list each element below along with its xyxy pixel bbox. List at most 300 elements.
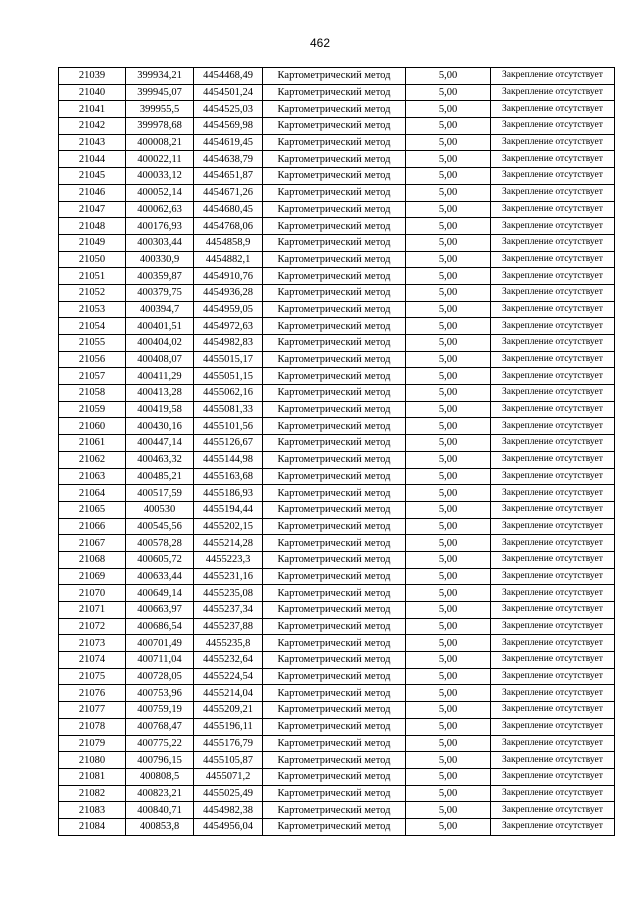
point-number-cell: 21049 xyxy=(59,234,126,251)
point-number-cell: 21074 xyxy=(59,652,126,669)
accuracy-cell: 5,00 xyxy=(406,68,491,85)
y-coordinate-cell: 4454671,26 xyxy=(194,184,263,201)
accuracy-cell: 5,00 xyxy=(406,351,491,368)
table-row xyxy=(59,134,615,151)
fixing-note-cell: Закрепление отсутствует xyxy=(491,335,615,352)
point-number-cell: 21076 xyxy=(59,685,126,702)
accuracy-cell: 5,00 xyxy=(406,234,491,251)
point-number-cell: 21065 xyxy=(59,501,126,518)
fixing-note-cell: Закрепление отсутствует xyxy=(491,84,615,101)
accuracy-cell: 5,00 xyxy=(406,702,491,719)
fixing-note-cell: Закрепление отсутствует xyxy=(491,318,615,335)
x-coordinate-cell: 400808,5 xyxy=(126,768,194,785)
x-coordinate-cell: 400401,51 xyxy=(126,318,194,335)
x-coordinate-cell: 400728,05 xyxy=(126,668,194,685)
fixing-note-cell: Закрепление отсутствует xyxy=(491,685,615,702)
table-row xyxy=(59,151,615,168)
method-cell: Картометрический метод xyxy=(263,652,406,669)
y-coordinate-cell: 4454982,38 xyxy=(194,802,263,819)
y-coordinate-cell: 4455051,15 xyxy=(194,368,263,385)
method-cell: Картометрический метод xyxy=(263,602,406,619)
x-coordinate-cell: 400530 xyxy=(126,501,194,518)
y-coordinate-cell: 4455237,88 xyxy=(194,618,263,635)
table-row xyxy=(59,418,615,435)
accuracy-cell: 5,00 xyxy=(406,485,491,502)
fixing-note-cell: Закрепление отсутствует xyxy=(491,585,615,602)
point-number-cell: 21079 xyxy=(59,735,126,752)
method-cell: Картометрический метод xyxy=(263,468,406,485)
point-number-cell: 21040 xyxy=(59,84,126,101)
point-number-cell: 21053 xyxy=(59,301,126,318)
method-cell: Картометрический метод xyxy=(263,585,406,602)
x-coordinate-cell: 400823,21 xyxy=(126,785,194,802)
method-cell: Картометрический метод xyxy=(263,84,406,101)
y-coordinate-cell: 4455237,34 xyxy=(194,602,263,619)
accuracy-cell: 5,00 xyxy=(406,435,491,452)
y-coordinate-cell: 4454680,45 xyxy=(194,201,263,218)
table-row xyxy=(59,301,615,318)
accuracy-cell: 5,00 xyxy=(406,184,491,201)
y-coordinate-cell: 4455232,64 xyxy=(194,652,263,669)
method-cell: Картометрический метод xyxy=(263,535,406,552)
fixing-note-cell: Закрепление отсутствует xyxy=(491,752,615,769)
point-number-cell: 21082 xyxy=(59,785,126,802)
table-row xyxy=(59,635,615,652)
table-row xyxy=(59,568,615,585)
accuracy-cell: 5,00 xyxy=(406,335,491,352)
table-row xyxy=(59,435,615,452)
method-cell: Картометрический метод xyxy=(263,68,406,85)
y-coordinate-cell: 4454956,04 xyxy=(194,818,263,835)
method-cell: Картометрический метод xyxy=(263,818,406,835)
coordinates-table xyxy=(58,67,615,836)
point-number-cell: 21042 xyxy=(59,118,126,135)
fixing-note-cell: Закрепление отсутствует xyxy=(491,468,615,485)
x-coordinate-cell: 399945,07 xyxy=(126,84,194,101)
y-coordinate-cell: 4454882,1 xyxy=(194,251,263,268)
fixing-note-cell: Закрепление отсутствует xyxy=(491,602,615,619)
point-number-cell: 21048 xyxy=(59,218,126,235)
fixing-note-cell: Закрепление отсутствует xyxy=(491,234,615,251)
method-cell: Картометрический метод xyxy=(263,418,406,435)
point-number-cell: 21050 xyxy=(59,251,126,268)
x-coordinate-cell: 400768,47 xyxy=(126,718,194,735)
y-coordinate-cell: 4455224,54 xyxy=(194,668,263,685)
y-coordinate-cell: 4455015,17 xyxy=(194,351,263,368)
x-coordinate-cell: 399934,21 xyxy=(126,68,194,85)
table-row xyxy=(59,468,615,485)
fixing-note-cell: Закрепление отсутствует xyxy=(491,201,615,218)
table-row xyxy=(59,685,615,702)
table-row xyxy=(59,368,615,385)
method-cell: Картометрический метод xyxy=(263,401,406,418)
x-coordinate-cell: 400176,93 xyxy=(126,218,194,235)
point-number-cell: 21071 xyxy=(59,602,126,619)
y-coordinate-cell: 4455025,49 xyxy=(194,785,263,802)
table-row xyxy=(59,501,615,518)
point-number-cell: 21057 xyxy=(59,368,126,385)
x-coordinate-cell: 400404,02 xyxy=(126,335,194,352)
table-row xyxy=(59,485,615,502)
fixing-note-cell: Закрепление отсутствует xyxy=(491,68,615,85)
fixing-note-cell: Закрепление отсутствует xyxy=(491,218,615,235)
accuracy-cell: 5,00 xyxy=(406,284,491,301)
fixing-note-cell: Закрепление отсутствует xyxy=(491,101,615,118)
accuracy-cell: 5,00 xyxy=(406,368,491,385)
accuracy-cell: 5,00 xyxy=(406,818,491,835)
x-coordinate-cell: 400303,44 xyxy=(126,234,194,251)
y-coordinate-cell: 4454525,03 xyxy=(194,101,263,118)
table-row xyxy=(59,101,615,118)
fixing-note-cell: Закрепление отсутствует xyxy=(491,118,615,135)
fixing-note-cell: Закрепление отсутствует xyxy=(491,768,615,785)
method-cell: Картометрический метод xyxy=(263,718,406,735)
table-row xyxy=(59,351,615,368)
point-number-cell: 21068 xyxy=(59,551,126,568)
method-cell: Картометрический метод xyxy=(263,785,406,802)
accuracy-cell: 5,00 xyxy=(406,218,491,235)
point-number-cell: 21051 xyxy=(59,268,126,285)
accuracy-cell: 5,00 xyxy=(406,118,491,135)
table-row xyxy=(59,585,615,602)
method-cell: Картометрический метод xyxy=(263,284,406,301)
fixing-note-cell: Закрепление отсутствует xyxy=(491,151,615,168)
y-coordinate-cell: 4454569,98 xyxy=(194,118,263,135)
table-row xyxy=(59,84,615,101)
table-row xyxy=(59,168,615,185)
y-coordinate-cell: 4455186,93 xyxy=(194,485,263,502)
accuracy-cell: 5,00 xyxy=(406,568,491,585)
y-coordinate-cell: 4454858,9 xyxy=(194,234,263,251)
accuracy-cell: 5,00 xyxy=(406,468,491,485)
point-number-cell: 21069 xyxy=(59,568,126,585)
x-coordinate-cell: 399978,68 xyxy=(126,118,194,135)
y-coordinate-cell: 4455176,79 xyxy=(194,735,263,752)
x-coordinate-cell: 400578,28 xyxy=(126,535,194,552)
method-cell: Картометрический метод xyxy=(263,101,406,118)
accuracy-cell: 5,00 xyxy=(406,451,491,468)
method-cell: Картометрический метод xyxy=(263,151,406,168)
accuracy-cell: 5,00 xyxy=(406,668,491,685)
y-coordinate-cell: 4454468,49 xyxy=(194,68,263,85)
x-coordinate-cell: 400517,59 xyxy=(126,485,194,502)
table-row xyxy=(59,268,615,285)
fixing-note-cell: Закрепление отсутствует xyxy=(491,618,615,635)
y-coordinate-cell: 4455196,11 xyxy=(194,718,263,735)
y-coordinate-cell: 4454959,05 xyxy=(194,301,263,318)
point-number-cell: 21081 xyxy=(59,768,126,785)
fixing-note-cell: Закрепление отсутствует xyxy=(491,385,615,402)
method-cell: Картометрический метод xyxy=(263,184,406,201)
table-row xyxy=(59,818,615,835)
y-coordinate-cell: 4455214,28 xyxy=(194,535,263,552)
x-coordinate-cell: 400408,07 xyxy=(126,351,194,368)
y-coordinate-cell: 4455214,04 xyxy=(194,685,263,702)
table-row xyxy=(59,618,615,635)
x-coordinate-cell: 400062,63 xyxy=(126,201,194,218)
fixing-note-cell: Закрепление отсутствует xyxy=(491,168,615,185)
fixing-note-cell: Закрепление отсутствует xyxy=(491,418,615,435)
table-row xyxy=(59,518,615,535)
point-number-cell: 21061 xyxy=(59,435,126,452)
accuracy-cell: 5,00 xyxy=(406,652,491,669)
point-number-cell: 21041 xyxy=(59,101,126,118)
point-number-cell: 21083 xyxy=(59,802,126,819)
point-number-cell: 21073 xyxy=(59,635,126,652)
x-coordinate-cell: 400711,04 xyxy=(126,652,194,669)
method-cell: Картометрический метод xyxy=(263,168,406,185)
x-coordinate-cell: 400796,15 xyxy=(126,752,194,769)
y-coordinate-cell: 4455235,08 xyxy=(194,585,263,602)
method-cell: Картометрический метод xyxy=(263,301,406,318)
table-row xyxy=(59,218,615,235)
method-cell: Картометрический метод xyxy=(263,268,406,285)
method-cell: Картометрический метод xyxy=(263,568,406,585)
fixing-note-cell: Закрепление отсутствует xyxy=(491,735,615,752)
accuracy-cell: 5,00 xyxy=(406,585,491,602)
y-coordinate-cell: 4455202,15 xyxy=(194,518,263,535)
accuracy-cell: 5,00 xyxy=(406,685,491,702)
method-cell: Картометрический метод xyxy=(263,335,406,352)
point-number-cell: 21052 xyxy=(59,284,126,301)
x-coordinate-cell: 399955,5 xyxy=(126,101,194,118)
table-row xyxy=(59,318,615,335)
method-cell: Картометрический метод xyxy=(263,435,406,452)
method-cell: Картометрический метод xyxy=(263,351,406,368)
method-cell: Картометрический метод xyxy=(263,501,406,518)
x-coordinate-cell: 400430,16 xyxy=(126,418,194,435)
point-number-cell: 21062 xyxy=(59,451,126,468)
accuracy-cell: 5,00 xyxy=(406,802,491,819)
method-cell: Картометрический метод xyxy=(263,735,406,752)
fixing-note-cell: Закрепление отсутствует xyxy=(491,351,615,368)
x-coordinate-cell: 400485,21 xyxy=(126,468,194,485)
method-cell: Картометрический метод xyxy=(263,752,406,769)
fixing-note-cell: Закрепление отсутствует xyxy=(491,435,615,452)
table-row xyxy=(59,785,615,802)
accuracy-cell: 5,00 xyxy=(406,318,491,335)
x-coordinate-cell: 400545,56 xyxy=(126,518,194,535)
x-coordinate-cell: 400008,21 xyxy=(126,134,194,151)
method-cell: Картометрический метод xyxy=(263,234,406,251)
table-row xyxy=(59,535,615,552)
y-coordinate-cell: 4454910,76 xyxy=(194,268,263,285)
accuracy-cell: 5,00 xyxy=(406,134,491,151)
fixing-note-cell: Закрепление отсутствует xyxy=(491,268,615,285)
point-number-cell: 21067 xyxy=(59,535,126,552)
table-row xyxy=(59,201,615,218)
point-number-cell: 21080 xyxy=(59,752,126,769)
point-number-cell: 21078 xyxy=(59,718,126,735)
method-cell: Картометрический метод xyxy=(263,668,406,685)
accuracy-cell: 5,00 xyxy=(406,735,491,752)
table-row xyxy=(59,234,615,251)
y-coordinate-cell: 4455126,67 xyxy=(194,435,263,452)
method-cell: Картометрический метод xyxy=(263,802,406,819)
y-coordinate-cell: 4454972,63 xyxy=(194,318,263,335)
fixing-note-cell: Закрепление отсутствует xyxy=(491,485,615,502)
method-cell: Картометрический метод xyxy=(263,218,406,235)
x-coordinate-cell: 400840,71 xyxy=(126,802,194,819)
fixing-note-cell: Закрепление отсутствует xyxy=(491,818,615,835)
x-coordinate-cell: 400419,58 xyxy=(126,401,194,418)
fixing-note-cell: Закрепление отсутствует xyxy=(491,251,615,268)
y-coordinate-cell: 4455101,56 xyxy=(194,418,263,435)
method-cell: Картометрический метод xyxy=(263,385,406,402)
method-cell: Картометрический метод xyxy=(263,551,406,568)
accuracy-cell: 5,00 xyxy=(406,752,491,769)
point-number-cell: 21055 xyxy=(59,335,126,352)
fixing-note-cell: Закрепление отсутствует xyxy=(491,134,615,151)
y-coordinate-cell: 4455163,68 xyxy=(194,468,263,485)
y-coordinate-cell: 4455105,87 xyxy=(194,752,263,769)
y-coordinate-cell: 4455071,2 xyxy=(194,768,263,785)
accuracy-cell: 5,00 xyxy=(406,501,491,518)
fixing-note-cell: Закрепление отсутствует xyxy=(491,368,615,385)
fixing-note-cell: Закрепление отсутствует xyxy=(491,284,615,301)
fixing-note-cell: Закрепление отсутствует xyxy=(491,785,615,802)
point-number-cell: 21066 xyxy=(59,518,126,535)
accuracy-cell: 5,00 xyxy=(406,401,491,418)
accuracy-cell: 5,00 xyxy=(406,201,491,218)
accuracy-cell: 5,00 xyxy=(406,768,491,785)
table-row xyxy=(59,184,615,201)
x-coordinate-cell: 400701,49 xyxy=(126,635,194,652)
fixing-note-cell: Закрепление отсутствует xyxy=(491,501,615,518)
point-number-cell: 21043 xyxy=(59,134,126,151)
accuracy-cell: 5,00 xyxy=(406,301,491,318)
page-number: 462 xyxy=(309,36,331,50)
method-cell: Картометрический метод xyxy=(263,485,406,502)
method-cell: Картометрический метод xyxy=(263,318,406,335)
table-row xyxy=(59,652,615,669)
y-coordinate-cell: 4455231,16 xyxy=(194,568,263,585)
accuracy-cell: 5,00 xyxy=(406,268,491,285)
accuracy-cell: 5,00 xyxy=(406,618,491,635)
method-cell: Картометрический метод xyxy=(263,685,406,702)
point-number-cell: 21064 xyxy=(59,485,126,502)
point-number-cell: 21070 xyxy=(59,585,126,602)
accuracy-cell: 5,00 xyxy=(406,785,491,802)
method-cell: Картометрический метод xyxy=(263,201,406,218)
table-row xyxy=(59,752,615,769)
point-number-cell: 21077 xyxy=(59,702,126,719)
fixing-note-cell: Закрепление отсутствует xyxy=(491,718,615,735)
point-number-cell: 21046 xyxy=(59,184,126,201)
y-coordinate-cell: 4455194,44 xyxy=(194,501,263,518)
accuracy-cell: 5,00 xyxy=(406,718,491,735)
accuracy-cell: 5,00 xyxy=(406,251,491,268)
fixing-note-cell: Закрепление отсутствует xyxy=(491,401,615,418)
accuracy-cell: 5,00 xyxy=(406,151,491,168)
x-coordinate-cell: 400052,14 xyxy=(126,184,194,201)
table-row xyxy=(59,602,615,619)
accuracy-cell: 5,00 xyxy=(406,535,491,552)
point-number-cell: 21044 xyxy=(59,151,126,168)
table-row xyxy=(59,251,615,268)
method-cell: Картометрический метод xyxy=(263,702,406,719)
accuracy-cell: 5,00 xyxy=(406,418,491,435)
fixing-note-cell: Закрепление отсутствует xyxy=(491,551,615,568)
fixing-note-cell: Закрепление отсутствует xyxy=(491,652,615,669)
fixing-note-cell: Закрепление отсутствует xyxy=(491,535,615,552)
x-coordinate-cell: 400447,14 xyxy=(126,435,194,452)
coordinates-table-body xyxy=(59,68,615,836)
point-number-cell: 21060 xyxy=(59,418,126,435)
point-number-cell: 21047 xyxy=(59,201,126,218)
table-row xyxy=(59,385,615,402)
y-coordinate-cell: 4454619,45 xyxy=(194,134,263,151)
y-coordinate-cell: 4454982,83 xyxy=(194,335,263,352)
method-cell: Картометрический метод xyxy=(263,251,406,268)
x-coordinate-cell: 400033,12 xyxy=(126,168,194,185)
method-cell: Картометрический метод xyxy=(263,635,406,652)
x-coordinate-cell: 400022,11 xyxy=(126,151,194,168)
fixing-note-cell: Закрепление отсутствует xyxy=(491,668,615,685)
x-coordinate-cell: 400605,72 xyxy=(126,551,194,568)
y-coordinate-cell: 4455209,21 xyxy=(194,702,263,719)
accuracy-cell: 5,00 xyxy=(406,168,491,185)
table-row xyxy=(59,668,615,685)
table-row xyxy=(59,401,615,418)
y-coordinate-cell: 4454501,24 xyxy=(194,84,263,101)
method-cell: Картометрический метод xyxy=(263,368,406,385)
fixing-note-cell: Закрепление отсутствует xyxy=(491,702,615,719)
x-coordinate-cell: 400853,8 xyxy=(126,818,194,835)
y-coordinate-cell: 4455235,8 xyxy=(194,635,263,652)
table-row xyxy=(59,284,615,301)
fixing-note-cell: Закрепление отсутствует xyxy=(491,518,615,535)
x-coordinate-cell: 400633,44 xyxy=(126,568,194,585)
y-coordinate-cell: 4454936,28 xyxy=(194,284,263,301)
method-cell: Картометрический метод xyxy=(263,134,406,151)
x-coordinate-cell: 400413,28 xyxy=(126,385,194,402)
y-coordinate-cell: 4455062,16 xyxy=(194,385,263,402)
x-coordinate-cell: 400394,7 xyxy=(126,301,194,318)
point-number-cell: 21072 xyxy=(59,618,126,635)
x-coordinate-cell: 400359,87 xyxy=(126,268,194,285)
point-number-cell: 21059 xyxy=(59,401,126,418)
point-number-cell: 21075 xyxy=(59,668,126,685)
accuracy-cell: 5,00 xyxy=(406,635,491,652)
accuracy-cell: 5,00 xyxy=(406,602,491,619)
y-coordinate-cell: 4454768,06 xyxy=(194,218,263,235)
table-row xyxy=(59,718,615,735)
x-coordinate-cell: 400649,14 xyxy=(126,585,194,602)
x-coordinate-cell: 400759,19 xyxy=(126,702,194,719)
y-coordinate-cell: 4454651,87 xyxy=(194,168,263,185)
accuracy-cell: 5,00 xyxy=(406,551,491,568)
point-number-cell: 21056 xyxy=(59,351,126,368)
method-cell: Картометрический метод xyxy=(263,518,406,535)
point-number-cell: 21045 xyxy=(59,168,126,185)
y-coordinate-cell: 4455223,3 xyxy=(194,551,263,568)
point-number-cell: 21084 xyxy=(59,818,126,835)
y-coordinate-cell: 4455081,33 xyxy=(194,401,263,418)
x-coordinate-cell: 400663,97 xyxy=(126,602,194,619)
point-number-cell: 21058 xyxy=(59,385,126,402)
table-row xyxy=(59,68,615,85)
table-row xyxy=(59,118,615,135)
table-row xyxy=(59,551,615,568)
x-coordinate-cell: 400463,32 xyxy=(126,451,194,468)
fixing-note-cell: Закрепление отсутствует xyxy=(491,802,615,819)
x-coordinate-cell: 400379,75 xyxy=(126,284,194,301)
x-coordinate-cell: 400411,29 xyxy=(126,368,194,385)
fixing-note-cell: Закрепление отсутствует xyxy=(491,568,615,585)
x-coordinate-cell: 400330,9 xyxy=(126,251,194,268)
fixing-note-cell: Закрепление отсутствует xyxy=(491,635,615,652)
